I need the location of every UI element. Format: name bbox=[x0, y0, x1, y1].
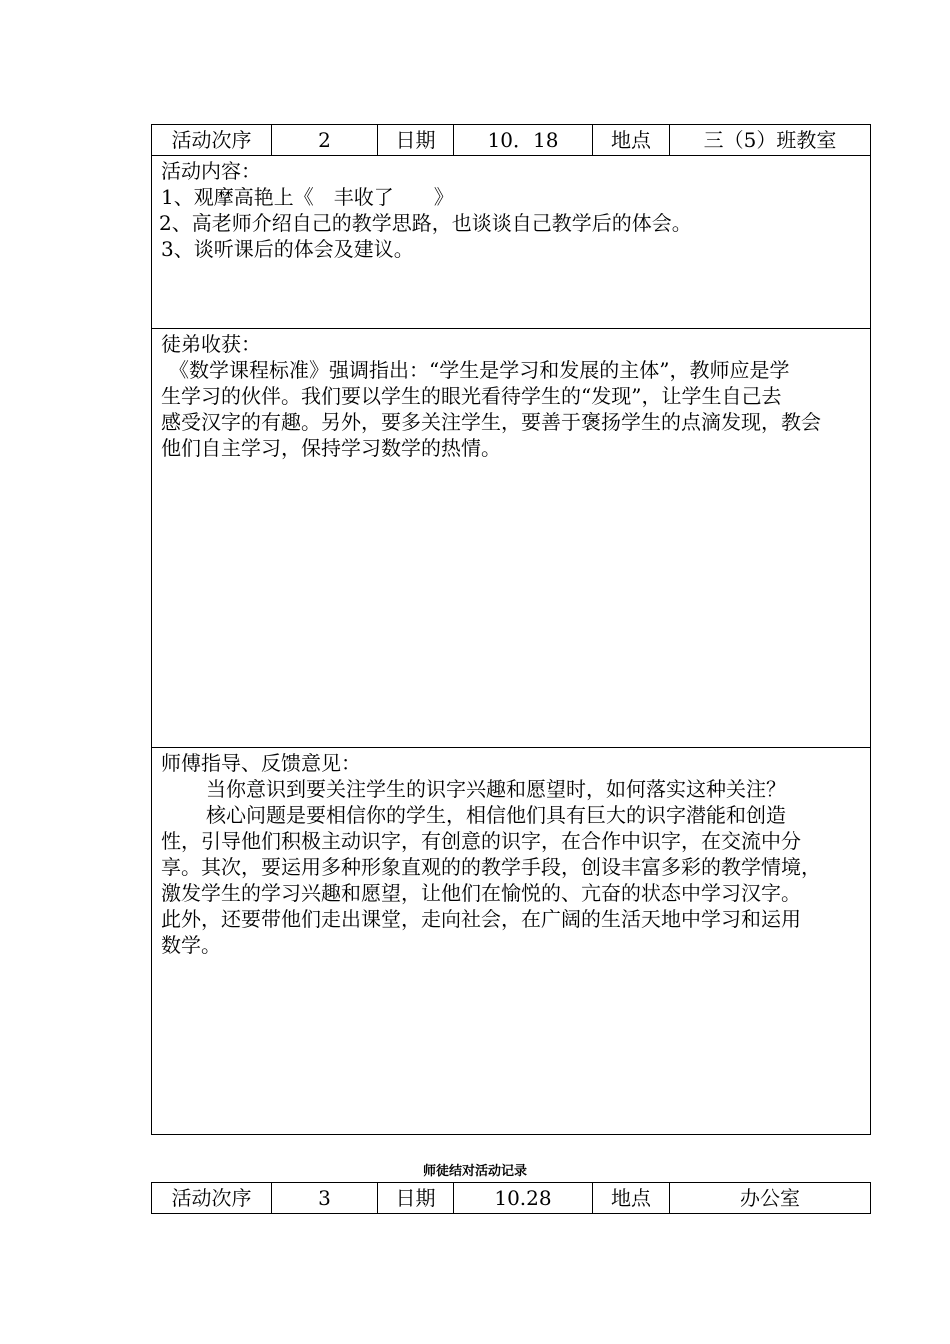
content-title: 活动内容： bbox=[161, 159, 261, 183]
content-line: 1、观摩高艳上《 丰收了 》 bbox=[161, 185, 454, 209]
feedback-line: 数学。 bbox=[161, 933, 221, 957]
header-row bbox=[152, 125, 871, 156]
place-label: 地点 bbox=[593, 1183, 670, 1214]
date-label: 日期 bbox=[378, 1183, 454, 1214]
place-label: 地点 bbox=[593, 125, 670, 156]
gain-line: 感受汉字的有趣。另外，要多关注学生，要善于褒扬学生的点滴发现，教会 bbox=[161, 410, 821, 434]
seq-label: 活动次序 bbox=[152, 1183, 272, 1214]
gain-cell bbox=[152, 329, 871, 748]
seq-value: 3 bbox=[272, 1183, 378, 1214]
record-caption: 师徒结对活动记录 bbox=[422, 1164, 527, 1179]
place-value: 办公室 bbox=[670, 1183, 871, 1214]
activity-record-table-3 bbox=[151, 1182, 871, 1214]
activity-record-table-2 bbox=[151, 124, 871, 1135]
feedback-line: 激发学生的学习兴趣和愿望，让他们在愉悦的、亢奋的状态中学习汉字。 bbox=[161, 881, 801, 905]
feedback-row bbox=[152, 748, 871, 1135]
date-value: 10．18 bbox=[454, 125, 593, 156]
seq-label: 活动次序 bbox=[152, 125, 272, 156]
date-label: 日期 bbox=[378, 125, 454, 156]
place-value: 三（5）班教室 bbox=[670, 125, 871, 156]
content-line: 3、谈听课后的体会及建议。 bbox=[161, 237, 414, 261]
date-value: 10.28 bbox=[454, 1183, 593, 1214]
gain-line: 他们自主学习，保持学习数学的热情。 bbox=[161, 436, 501, 460]
feedback-line: 当你意识到要关注学生的识字兴趣和愿望时，如何落实这种关注？ bbox=[206, 777, 786, 801]
feedback-cell bbox=[152, 748, 871, 1135]
gain-line: 《数学课程标准》强调指出：“学生是学习和发展的主体”，教师应是学 bbox=[169, 358, 790, 382]
gain-line: 生学习的伙伴。我们要以学生的眼光看待学生的“发现”，让学生自己去 bbox=[161, 384, 782, 408]
seq-value: 2 bbox=[272, 125, 378, 156]
feedback-line: 核心问题是要相信你的学生，相信他们具有巨大的识字潜能和创造 bbox=[206, 803, 786, 827]
feedback-line: 享。其次，要运用多种形象直观的的教学手段，创设丰富多彩的教学情境， bbox=[161, 855, 821, 879]
content-cell bbox=[152, 156, 871, 329]
feedback-line: 此外，还要带他们走出课堂，走向社会，在广阔的生活天地中学习和运用 bbox=[161, 907, 801, 931]
content-line: 2、高老师介绍自己的教学思路，也谈谈自己教学后的体会。 bbox=[159, 211, 692, 235]
content-row bbox=[152, 156, 871, 329]
header-row bbox=[152, 1183, 871, 1214]
gain-title: 徒弟收获： bbox=[161, 332, 261, 356]
feedback-title: 师傅指导、反馈意见： bbox=[161, 751, 361, 775]
gain-row bbox=[152, 329, 871, 748]
feedback-line: 性，引导他们积极主动识字，有创意的识字，在合作中识字，在交流中分 bbox=[161, 829, 801, 853]
